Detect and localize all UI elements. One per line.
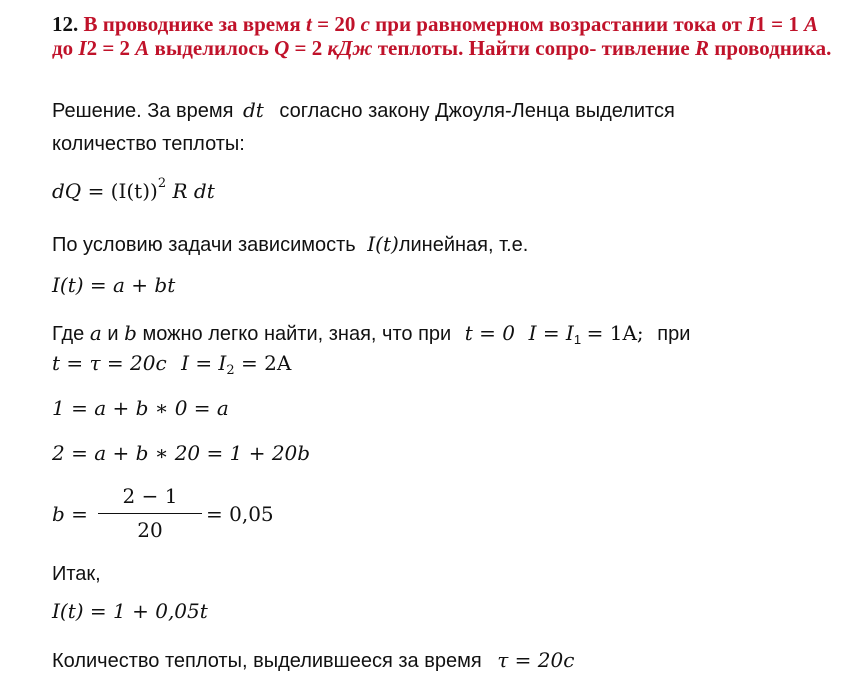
problem-text: В проводнике за время (83, 12, 301, 36)
solution-condition-line (52, 232, 528, 257)
solution-text: и (107, 323, 119, 345)
equation-linear: I(t) = a + bt (52, 273, 176, 297)
problem-statement (52, 12, 832, 60)
problem-text: = 2 (294, 36, 323, 60)
math-I-equals: I = I (528, 321, 574, 345)
math-value: = 1A; (586, 321, 644, 345)
problem-text: = 20 (317, 12, 356, 36)
fraction-lhs: b = (52, 502, 88, 526)
solution-text: По условию задачи зависимость (52, 234, 356, 256)
math-mid: = (I(t)) (87, 179, 158, 203)
math-rhs: R dt (172, 179, 215, 203)
fraction-bar (98, 513, 202, 514)
math-I-equals: I = I (181, 351, 227, 375)
problem-text: проводника. (714, 36, 832, 60)
resistance-variable: R (694, 36, 709, 60)
math-tau: t = τ = 20c (52, 351, 167, 375)
problem-text: при равномерном возрастании тока от (375, 12, 742, 36)
solution-text: при (657, 323, 691, 345)
time-variable: t (306, 12, 312, 36)
math-index: 2 (226, 363, 235, 378)
math-t-zero: t = 0 (464, 321, 515, 345)
fraction-denominator: 20 (137, 518, 163, 542)
current-index: 1 (755, 12, 766, 36)
solution-itak: Итак, (52, 563, 101, 585)
solution-intro-line: количество теплоты: (52, 133, 245, 155)
solution-text: можно легко найти, зная, что при (142, 323, 452, 345)
math-exponent: 2 (157, 176, 167, 191)
solution-where-line (52, 321, 690, 346)
solution-text: Количество теплоты, выделившееся за время (52, 650, 482, 672)
heat-variable: Q (274, 36, 290, 60)
fraction-numerator: 2 − 1 (122, 484, 178, 508)
fraction-rhs: = 0,05 (206, 502, 274, 526)
math-tau-value: τ = 20c (497, 648, 575, 672)
solution-final-line (52, 648, 574, 673)
solution-intro-line (52, 98, 675, 123)
seconds-unit: с (360, 12, 370, 36)
problem-text: до (52, 36, 74, 60)
problem-number: 12. (52, 12, 79, 36)
math-I-of-t: I(t) (367, 232, 399, 256)
problem-text: тивление (601, 36, 690, 60)
equation-one: 1 = a + b ∗ 0 = a (52, 396, 229, 420)
kilojoule-unit: кДж (327, 36, 373, 60)
solution-text: Где (52, 323, 85, 345)
current-variable: I (747, 12, 756, 36)
current-variable: I (78, 36, 87, 60)
ampere-unit: А (135, 36, 150, 60)
math-dt: dt (242, 98, 264, 122)
solution-text: Решение. За время (52, 100, 234, 122)
solution-text: согласно закону Джоуля-Ленца выделится (279, 100, 675, 122)
problem-text: теплоты. Найти сопро- (377, 36, 597, 60)
equation-two: 2 = a + b ∗ 20 = 1 + 20b (52, 441, 311, 465)
equation-joule-lenz (52, 178, 215, 204)
problem-text: = 2 (102, 36, 131, 60)
math-value: = 2A (240, 351, 292, 375)
math-index: 1 (573, 332, 582, 347)
math-lhs: dQ (52, 179, 82, 203)
math-a: a (89, 321, 102, 345)
problem-text: выделилось (154, 36, 269, 60)
equation-result: I(t) = 1 + 0,05t (52, 599, 208, 623)
math-b: b (124, 321, 137, 345)
solution-text: линейная, т.е. (398, 234, 529, 256)
problem-text: = 1 (771, 12, 799, 36)
current-index: 2 (86, 36, 98, 60)
ampere-unit: А (804, 12, 819, 36)
equation-tau-line (52, 350, 291, 376)
